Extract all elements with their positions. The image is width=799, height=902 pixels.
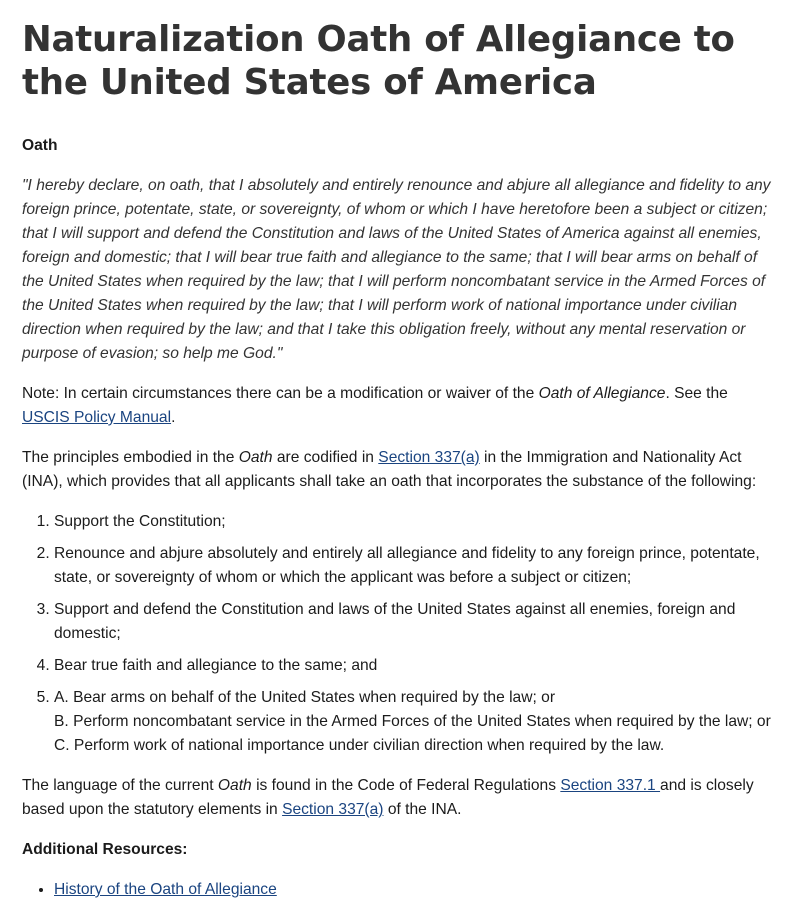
principles-middle: are codified in <box>272 449 379 466</box>
page-title: Naturalization Oath of Allegiance to the United States of America <box>22 19 735 103</box>
language-middle: is found in the Code of Federal Regulations <box>251 777 561 794</box>
note-suffix: . <box>171 409 176 426</box>
principles-list <box>22 510 777 758</box>
note-paragraph <box>22 382 777 430</box>
language-middle2: and is closely based upon the statutory elements in <box>22 777 754 818</box>
history-oath-link[interactable]: History of the Oath of Allegiance <box>54 881 277 898</box>
note-middle: . See the <box>665 385 728 402</box>
oath-text: "I hereby declare, on oath, that I absolutely and entirely renounce and abjure all allegiance and fidelity to any foreign prince, potentate, state, or sovereignty, of whom or which I have heretofore been a subject or citizen; that I will support and defend the Constitution and laws of the United States of America against all enemies, foreign and domestic; that I will bear true faith and allegiance to the same; that I will bear arms on behalf of the United States when required by the law; that I will perform noncombatant service in the Armed Forces of the United States when required by the law; that I will perform work of national importance under civilian direction when required by the law; and that I take this obligation freely, without any mental reservation or purpose of evasion; so help me God." <box>22 177 771 362</box>
section-337a-ina-link[interactable]: Section 337(a) <box>282 801 384 818</box>
option-a: 5. A. Bear arms on behalf of the United States when required by the law; or <box>54 689 556 706</box>
language-suffix: of the INA. <box>383 801 462 818</box>
list-item: 2. Renounce and abjure absolutely and entirely all allegiance and fidelity to any foreign prince, potentate, state, or sovereignty of whom or which the applicant was before a subject or citizen; <box>54 542 777 590</box>
list-item: 4. Bear true faith and allegiance to the same; and <box>54 654 777 678</box>
additional-resources-label: Additional Resources: <box>22 841 188 858</box>
resources-list <box>22 878 777 902</box>
language-prefix: The language of the current <box>22 777 218 794</box>
option-b: B. Perform noncombatant service in the Armed Forces of the United States when required by the law; or <box>54 713 771 730</box>
list-item: 3. Support and defend the Constitution and laws of the United States against all enemies, foreign and domestic; <box>54 598 777 646</box>
note-prefix: Note: In certain circumstances there can be a modification or waiver of the <box>22 385 539 402</box>
language-paragraph <box>22 774 777 822</box>
list-item <box>54 878 777 902</box>
option-c: C. Perform work of national importance under civilian direction when required by the law. <box>54 737 665 754</box>
language-emphasis: Oath <box>217 777 252 794</box>
note-emphasis: Oath of Allegiance <box>538 385 666 402</box>
principles-emphasis: Oath <box>238 449 273 466</box>
principles-prefix: The principles embodied in the <box>22 449 239 466</box>
section-337a-link[interactable]: Section 337(a) <box>378 449 480 466</box>
uscis-policy-manual-link[interactable]: USCIS Policy Manual <box>22 409 172 426</box>
section-337-1-link[interactable]: Section 337.1 <box>560 777 661 794</box>
list-item-options <box>54 686 777 758</box>
principles-paragraph <box>22 446 777 494</box>
list-item: 1. Support the Constitution; <box>54 510 777 534</box>
oath-label: Oath <box>22 137 58 154</box>
principles-suffix: in the Immigration and Nationality Act (INA), which provides that all applicants shall take an oath that incorporates the substance of the following: <box>22 449 757 490</box>
